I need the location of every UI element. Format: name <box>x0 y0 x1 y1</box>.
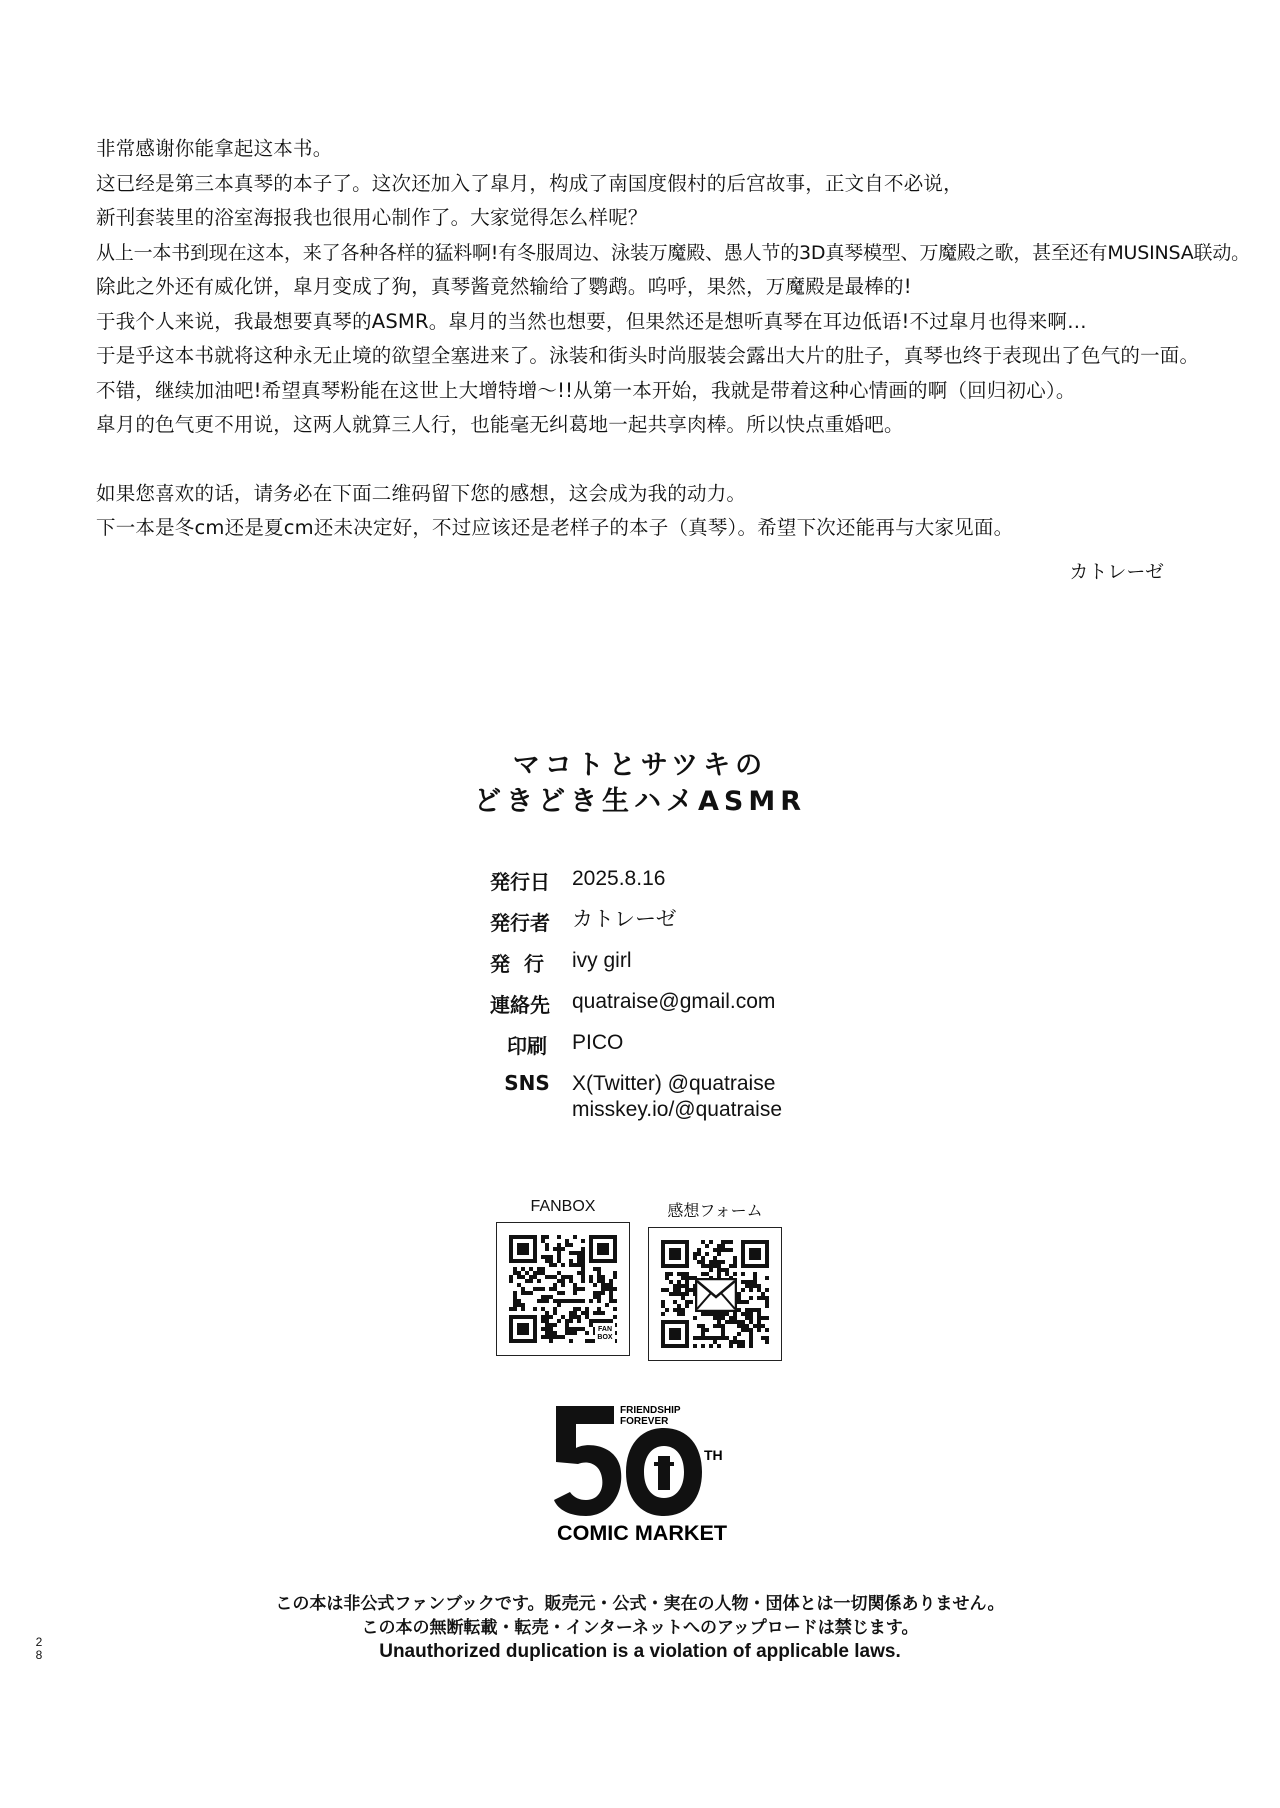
colophon-date-row <box>490 866 782 895</box>
afterword-line: 这已经是第三本真琴的本子了。这次还加入了皐月，构成了南国度假村的后宫故事，正文自不必说， <box>96 171 963 195</box>
book-title <box>0 748 1280 820</box>
logo-th: TH <box>704 1447 723 1463</box>
logo-forever: FOREVER <box>620 1416 669 1427</box>
fanbox-qr-label: FANBOX <box>530 1198 596 1215</box>
publisher-label: 発行者 <box>490 911 550 935</box>
contact-label: 連絡先 <box>490 993 550 1017</box>
colophon <box>490 866 782 1135</box>
afterword-line: 从上一本书到现在这本，来了各种各样的猛料啊!有冬服周边、泳装万魔殿、愚人节的3D真琴模型、万魔殿之歌，甚至还有MUSINSA联动。 <box>96 241 1250 264</box>
afterword-line: 下一本是冬cm还是夏cm还未决定好，不过应该还是老样子的本子（真琴）。希望下次还能再与大家见面。 <box>96 516 1014 539</box>
logo-comic-market: COMIC MARKET <box>557 1522 728 1545</box>
afterword-line: 非常感谢你能拿起这本书。 <box>96 137 333 160</box>
feedback-qr-label: 感想フォーム <box>667 1203 763 1220</box>
page-number <box>34 1636 44 1662</box>
colophon-contact-row <box>490 989 782 1018</box>
afterword-line: 不错，继续加油吧!希望真琴粉能在这世上大增特增〜!!从第一本开始，我就是带着这种心情画的啊（回归初心）。 <box>96 378 1076 402</box>
feedback-qr-block <box>648 1198 782 1361</box>
afterword-line: 如果您喜欢的话，请务必在下面二维码留下您的感想，这会成为我的动力。 <box>96 481 747 505</box>
book-title-line2: どきどき生ハメASMR <box>473 786 806 817</box>
svg-text:BOX: BOX <box>597 1334 613 1341</box>
colophon-issuer-row <box>490 948 782 977</box>
issuer-label: 発行 <box>490 952 558 976</box>
colophon-sns-row <box>490 1071 782 1123</box>
sns-label: SNS <box>504 1071 550 1095</box>
page-number-digit2: 8 <box>35 1648 43 1662</box>
page-number-digit1: 2 <box>35 1635 43 1649</box>
sns-twitter: X(Twitter) @quatraise <box>572 1072 776 1095</box>
fanbox-qr-block <box>496 1198 630 1356</box>
envelope-icon <box>695 1278 737 1312</box>
fanbox-qr-code[interactable] <box>496 1222 630 1356</box>
author-signature: カトレーゼ <box>1069 561 1164 583</box>
comic-market-50th-logo <box>552 1400 732 1550</box>
disclaimer <box>0 1592 1280 1664</box>
disclaimer-line2: この本の無断転載・転売・インターネットへのアップロードは禁じます。 <box>361 1618 919 1638</box>
sns-values <box>572 1071 782 1123</box>
afterword-line: 于我个人来说，我最想要真琴的ASMR。皐月的当然也想要，但果然还是想听真琴在耳边低语!不过皐月也得来啊… <box>96 309 1087 333</box>
afterword-line: 新刊套装里的浴室海报我也很用心制作了。大家觉得怎么样呢？ <box>96 206 648 229</box>
contact-value: quatraise@gmail.com <box>572 990 776 1013</box>
disclaimer-line1: この本は非公式ファンブックです。販売元・公式・実在の人物・団体とは一切関係ありません。 <box>275 1594 1005 1614</box>
afterword-line: 于是乎这本书就将这种永无止境的欲望全塞进来了。泳装和街头时尚服装会露出大片的肚子，真琴也终于表现出了色气的一面。 <box>96 344 1200 367</box>
date-label: 発行日 <box>490 870 550 894</box>
issuer-value: ivy girl <box>572 949 632 972</box>
afterword-line: 皐月的色气更不用说，这两人就算三人行，也能毫无纠葛地一起共享肉棒。所以快点重婚吧。 <box>96 413 904 436</box>
colophon-print-row <box>490 1030 782 1059</box>
book-title-line1: マコトとサツキの <box>512 750 768 781</box>
afterword-line: 除此之外还有威化饼，皐月变成了狗，真琴酱竟然输给了鹦鹉。呜呼，果然，万魔殿是最棒的! <box>96 275 912 298</box>
sns-misskey: misskey.io/@quatraise <box>572 1098 782 1121</box>
fanbox-icon <box>595 1323 615 1343</box>
svg-text:FAN: FAN <box>598 1326 612 1333</box>
afterword <box>96 132 1250 546</box>
date-value: 2025.8.16 <box>572 867 666 890</box>
print-value: PICO <box>572 1031 624 1054</box>
disclaimer-line3: Unauthorized duplication is a violation of applicable laws. <box>379 1641 901 1662</box>
colophon-publisher-row <box>490 907 782 936</box>
publisher-value: カトレーゼ <box>572 908 677 931</box>
feedback-qr-code[interactable] <box>648 1227 782 1361</box>
logo-friendship: FRIENDSHIP <box>620 1405 681 1416</box>
print-label: 印刷 <box>507 1034 547 1058</box>
